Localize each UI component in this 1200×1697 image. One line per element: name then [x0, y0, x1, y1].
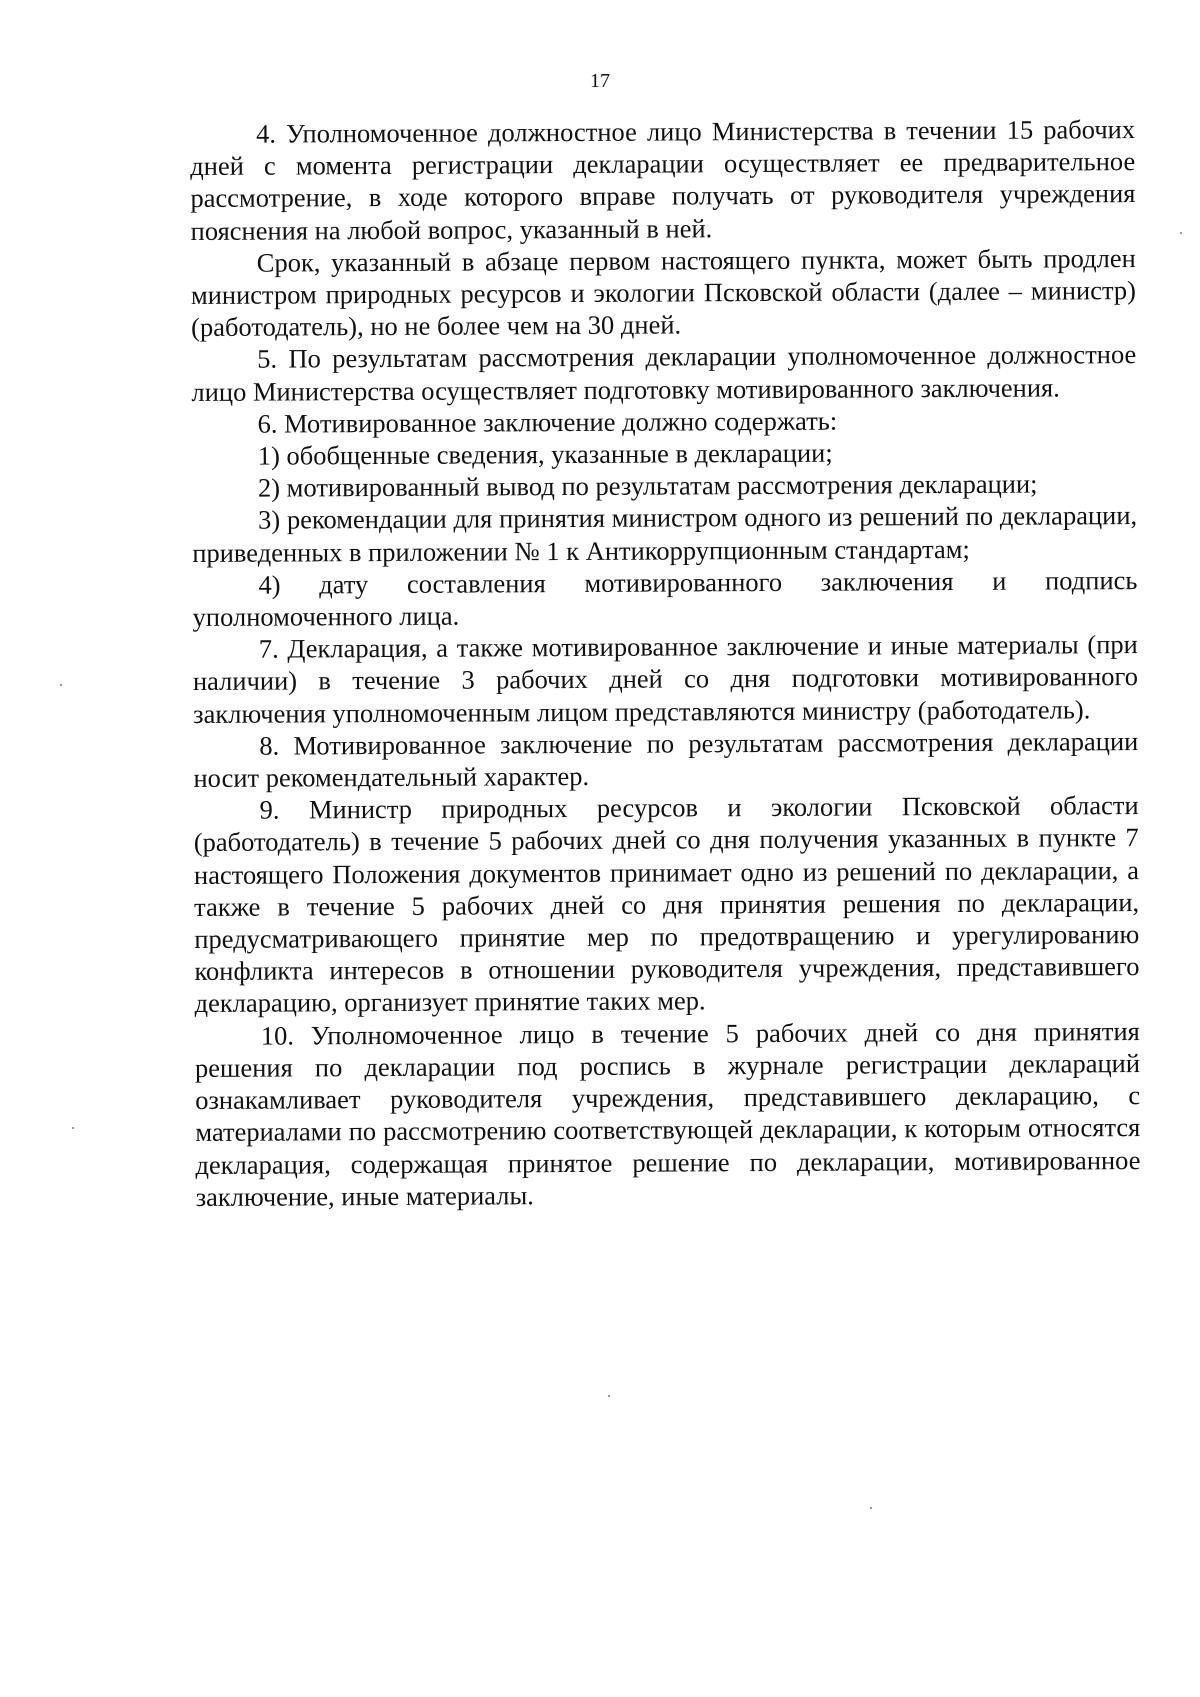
list-item-4: 4) дату составления мотивированного заключения и подпись уполномоченного лица.: [192, 564, 1138, 633]
paragraph-8: 8. Мотивированное заключение по результатам рассмотрения декларации носит рекомендательный характер.: [193, 725, 1139, 794]
scan-speck: [608, 1395, 610, 1397]
scan-speck: [1180, 232, 1182, 234]
list-item-2: 2) мотивированный вывод по результатам рассмотрения декларации;: [257, 468, 1038, 503]
scan-speck: [870, 1507, 872, 1509]
list-item-1: 1) обобщенные сведения, указанные в декларации;: [257, 437, 833, 471]
list-item-3: 3) рекомендации для принятия министром одного из решений по декларации, приведенных в приложении № 1 к Антикоррупционным стандартам;: [192, 500, 1138, 568]
paragraph-9: 9. Министр природных ресурсов и экологии Псковской области (работодатель) в течение 5 рабочих дней со дня получения указанных в пункте 7 настоящего Положения документов принимает одно из решений по декларации, а также в течение 5 рабочих дней со дня принятия решения по декларации, предусматривающего принятие мер по предотвращению и урегулированию конфликта интересов в отношении руководителя учреждения, представившего декларацию, организует принятие таких мер.: [193, 790, 1140, 1019]
paragraph-4: 4. Уполномоченное должностное лицо Министерства в течении 15 рабочих дней с момента регистрации декларации осуществляет ее предварительное рассмотрение, в ходе которого вправе получать от руководителя учреждения пояснения на любой вопрос, указанный в ней.: [190, 114, 1136, 246]
document-body: [190, 113, 1141, 1213]
paragraph-6: 6. Мотивированное заключение должно содержать:: [257, 405, 838, 439]
page-number: 17: [590, 70, 610, 92]
paragraph-term-extension: Срок, указанный в абзаце первом настоящего пункта, может быть продлен министром природных ресурсов и экологии Псковской области (далее – министр) (работодатель), но не более чем на 30 дней.: [190, 242, 1136, 343]
paragraph-7: 7. Декларация, а также мотивированное заключение и иные материалы (при наличии) в течение 3 рабочих дней со дня подготовки мотивированного заключения уполномоченным лицом представляются министру (работодатель).: [192, 629, 1139, 729]
scan-speck: [72, 1127, 74, 1129]
paragraph-5: 5. По результатам рассмотрения декларации уполномоченное должностное лицо Министерства осуществляет подготовку мотивированного заключения.: [191, 339, 1137, 407]
paragraph-6-text: Мотивированное заключение должно содержать:: [284, 405, 838, 439]
paragraph-10: 10. Уполномоченное лицо в течение 5 рабочих дней со дня принятия решения по декларации под роспись в журнале регистрации деклараций ознакамливает руководителя учреждения, представившего декларацию, с материалами по рассмотрению соответствующей декларации, к которым относятся декларация, содержащая принятое решение по декларации, мотивированное заключение, иные материалы.: [194, 1015, 1141, 1212]
scan-speck: [60, 684, 62, 686]
